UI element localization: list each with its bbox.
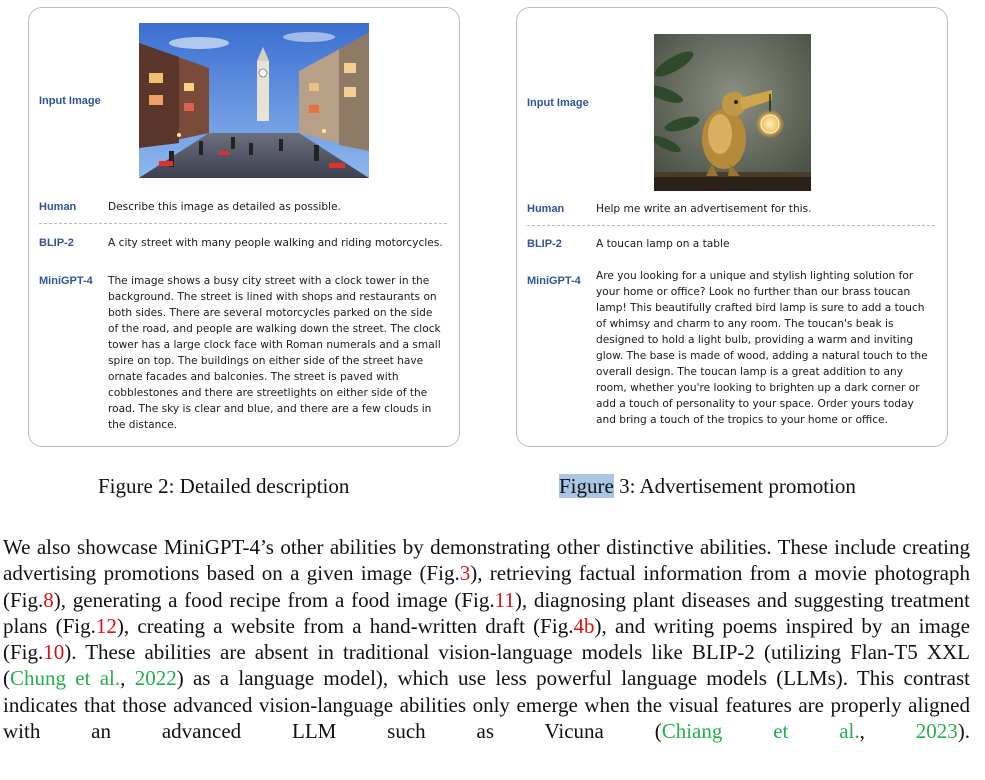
human-prompt: Help me write an advertisement for this. [596,203,812,215]
body-paragraph [3,534,970,744]
dashed-divider [527,225,935,226]
dashed-divider [39,223,447,224]
human-label: Human [527,203,565,215]
figure-ref-link[interactable]: 11 [494,587,515,612]
figure-ref-link[interactable]: 12 [95,613,117,638]
input-image-label: Input Image [527,97,589,109]
text-span: ), diagnosing plant diseases and suggesting treatment plans (Fig. [3,587,970,638]
minigpt4-label: MiniGPT-4 [39,275,93,287]
figure-2-caption: Figure 2: Detailed description [98,474,350,498]
figure-ref-link[interactable]: 10 [43,640,65,665]
text-span: ). These abilities are absent in traditional vision-language models like BLIP-2 (utilizing Flan-T5 XXL ( [3,640,970,691]
response-line: of the road, and people are walking down the street. The clock [108,323,441,335]
minigpt4-response [596,268,933,428]
response-line: of whimsy and charm to any room. The toucan's beak is [596,318,894,330]
response-line: road. The sky is clear and blue, and there are a few clouds in [108,403,432,415]
text-span: , [859,719,916,744]
text-span: , [120,666,135,691]
human-prompt: Describe this image as detailed as possible. [108,201,341,213]
text-span: ), and writing poems inspired by an image (Fig. [3,613,970,665]
response-line: ornate facades and balconies. The street is paved with [108,371,399,383]
figure-ref-link[interactable]: 3 [459,561,471,586]
response-line: cobblestones and there are streetlights on either side of the [108,387,428,399]
response-line: Are you looking for a unique and stylish lighting solution for [596,270,914,282]
minigpt4-label: MiniGPT-4 [527,275,581,287]
blip2-response: A toucan lamp on a table [596,238,730,250]
response-line: both sides. There are several motorcycles parked on the side [108,307,433,319]
minigpt4-response [108,273,445,433]
blip2-label: BLIP-2 [39,237,74,249]
text-span: ), retrieving factual information from a movie photograph (Fig. [3,561,970,612]
highlighted-selection[interactable]: Figure [559,474,614,498]
figure-ref-link[interactable]: 8 [43,587,54,612]
toucan-lamp-image [654,34,811,191]
response-line: overall design. The toucan lamp is a great addition to any [596,366,904,378]
caption-text: 3: Advertisement promotion [613,474,856,498]
blip2-label: BLIP-2 [527,238,562,250]
response-line: The image shows a busy city street with a clock tower in the [108,275,430,287]
response-line: room, whether you're looking to brighten up a dark corner or [596,382,920,394]
blip2-response: A city street with many people walking and riding motorcycles. [108,237,443,249]
response-line: spire on top. The buildings on either side of the street have [108,355,424,367]
input-image-label: Input Image [39,95,101,107]
human-label: Human [39,201,77,213]
text-span: ), creating a website from a hand-written draft (Fig. [116,613,574,638]
response-line: tower has a large clock face with Roman numerals and a small [108,339,441,351]
citation-link[interactable]: Chiang et al. [661,719,860,744]
text-span: We also showcase MiniGPT-4’s other abilities by demonstrating other distinctive abilities. These include creating advertising promotions based on a given image (Fig. [3,535,970,586]
response-line: and bring a touch of the tropics to your home or office. [596,414,888,426]
city-street-image [139,23,369,178]
figure-3-panel [516,7,948,447]
text-span: ), generating a food recipe from a food image (Fig. [53,587,495,612]
citation-year-link[interactable]: 2022 [134,666,177,691]
text-span: ). [957,719,971,744]
response-line: designed to hold a light bulb, providing a warm and inviting [596,334,914,346]
figure-ref-link[interactable]: 4b [573,613,595,638]
figure-3-caption [559,474,856,499]
response-line: glow. The base is made of wood, adding a natural touch to the [596,350,928,362]
text-span: ) as a language model), which use less powerful language models (LLMs). This contrast indicates that those advanced vision-language abilities only emerge when the visual features are properly aligned with an advanced LLM such as Vicuna ( [3,666,970,744]
figure-2-panel [28,7,460,447]
response-line: the distance. [108,419,178,431]
response-line: lamp! This beautifully crafted bird lamp is sure to add a touch [596,302,925,314]
response-line: your home or office? Look no further than our brass toucan [596,286,911,298]
citation-link[interactable]: Chung et al. [10,666,121,691]
response-line: background. The street is lined with shops and restaurants on [108,291,437,303]
citation-year-link[interactable]: 2023 [915,719,958,744]
response-line: add a touch of personality to your space. Order yours today [596,398,914,410]
